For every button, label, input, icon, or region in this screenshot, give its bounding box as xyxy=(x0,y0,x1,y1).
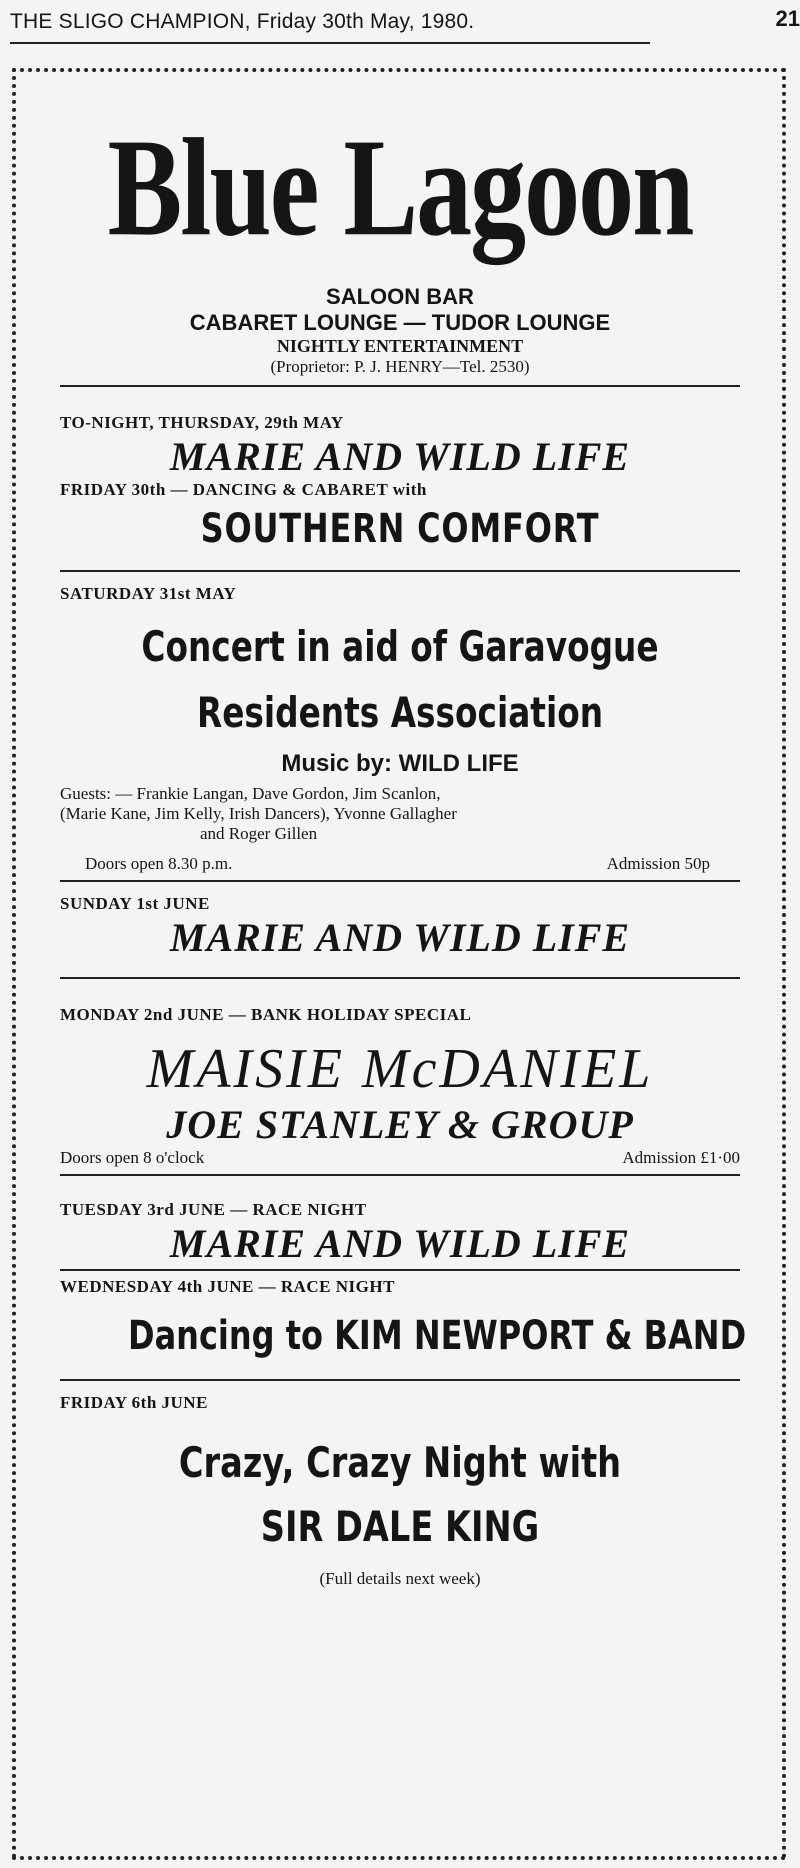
header-rule xyxy=(10,42,650,44)
saturday-details xyxy=(85,854,710,874)
wednesday-act: Dancing to KIM NEWPORT & BAND xyxy=(128,1313,747,1359)
saturday-doors: Doors open 8.30 p.m. xyxy=(85,854,233,873)
friday6-note: (Full details next week) xyxy=(319,1569,481,1588)
guests-line-2: (Marie Kane, Jim Kelly, Irish Dancers), Yvonne Gallagher xyxy=(60,804,457,823)
friday-date: FRIDAY 30th — DANCING & CABARET with xyxy=(60,480,427,499)
newspaper-title: THE SLIGO CHAMPION, Friday 30th May, 1980. xyxy=(10,10,475,33)
thursday-act: MARIE AND WILD LIFE xyxy=(169,434,631,479)
venue-proprietor: (Proprietor: P. J. HENRY—Tel. 2530) xyxy=(270,357,530,376)
saturday-admission: Admission 50p xyxy=(606,854,710,873)
venue-saloon-bar: SALOON BAR xyxy=(326,284,474,309)
monday-act-1: MAISIE McDANIEL xyxy=(146,1038,654,1100)
venue-entertainment: NIGHTLY ENTERTAINMENT xyxy=(276,336,524,356)
saturday-date: SATURDAY 31st MAY xyxy=(60,584,237,603)
guests-line-1: Guests: — Frankie Langan, Dave Gordon, Jim Scanlon, xyxy=(60,784,441,803)
music-by: Music by: WILD LIFE xyxy=(281,750,519,777)
venue-name: Blue Lagoon xyxy=(107,110,693,266)
monday-date: MONDAY 2nd JUNE — BANK HOLIDAY SPECIAL xyxy=(60,1005,472,1024)
divider xyxy=(60,1269,740,1271)
divider xyxy=(60,1379,740,1381)
friday6-act-1: Crazy, Crazy Night with xyxy=(178,1438,622,1487)
newspaper-header xyxy=(10,4,800,44)
monday-admission: Admission £1·00 xyxy=(622,1148,740,1167)
divider xyxy=(60,880,740,882)
concert-beneficiary: Residents Association xyxy=(196,688,604,737)
tuesday-act: MARIE AND WILD LIFE xyxy=(169,1221,631,1266)
friday6-act-2: SIR DALE KING xyxy=(260,1502,540,1551)
venue-lounges: CABARET LOUNGE — TUDOR LOUNGE xyxy=(189,310,611,335)
monday-doors: Doors open 8 o'clock xyxy=(60,1148,205,1167)
concert-title: Concert in aid of Garavogue xyxy=(141,622,659,671)
friday6-date: FRIDAY 6th JUNE xyxy=(60,1393,208,1412)
wednesday-date: WEDNESDAY 4th JUNE — RACE NIGHT xyxy=(60,1277,395,1296)
divider xyxy=(60,977,740,979)
monday-details xyxy=(60,1148,740,1168)
friday-act: SOUTHERN COMFORT xyxy=(200,506,600,552)
divider xyxy=(60,1174,740,1176)
sunday-act: MARIE AND WILD LIFE xyxy=(169,915,631,960)
thursday-date: TO-NIGHT, THURSDAY, 29th MAY xyxy=(60,413,344,432)
divider xyxy=(60,570,740,572)
sunday-date: SUNDAY 1st JUNE xyxy=(60,894,210,913)
monday-act-2: JOE STANLEY & GROUP xyxy=(166,1102,634,1147)
guests-line-3: and Roger Gillen xyxy=(200,824,318,843)
tuesday-date: TUESDAY 3rd JUNE — RACE NIGHT xyxy=(60,1200,367,1219)
advertisement xyxy=(60,72,747,1589)
page-number: 21 xyxy=(775,6,800,31)
divider xyxy=(60,385,740,387)
